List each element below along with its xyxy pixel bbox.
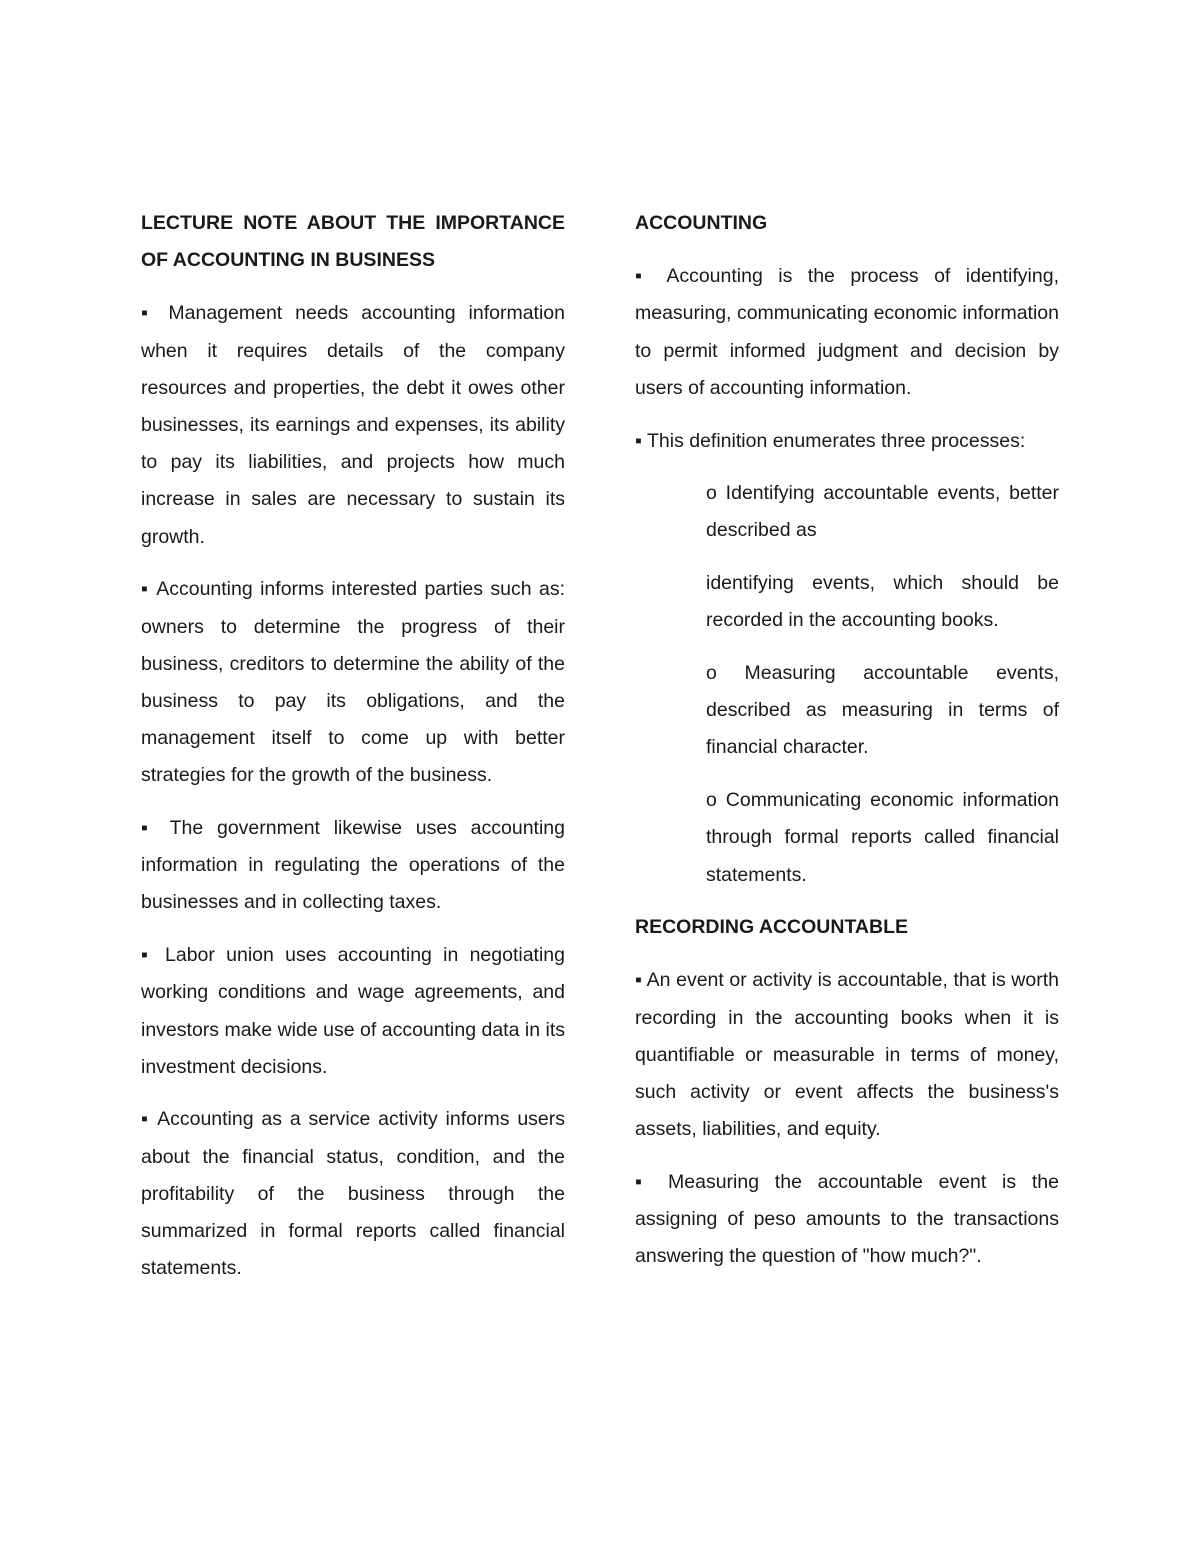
paragraph-three-processes: ▪ This definition enumerates three processes: bbox=[635, 429, 1026, 452]
left-column bbox=[141, 205, 565, 1303]
recording-heading: RECORDING ACCOUNTABLE bbox=[635, 916, 908, 939]
paragraph-government: ▪ The government likewise uses accounting information in regulating the operations of the businesses and in collecting taxes. bbox=[141, 817, 565, 914]
accounting-heading: ACCOUNTING bbox=[635, 212, 768, 234]
sub-item-communicating: o Communicating economic information through formal reports called financial statements. bbox=[706, 789, 1059, 886]
sub-item-identifying: o Identifying accountable events, better described as bbox=[706, 482, 1059, 542]
paragraph-measuring-event: ▪ Measuring the accountable event is the assigning of peso amounts to the transactions answering the question of "how much?". bbox=[635, 1170, 1059, 1268]
sub-item-identifying-continued: identifying events, which should be recorded in the accounting books. bbox=[706, 572, 1059, 632]
paragraph-accountable-event: ▪ An event or activity is accountable, that is worth recording in the accounting books when it is quantifiable or measurable in terms of money, such activity or event affects the business's assets, liabilities, and equity. bbox=[635, 969, 1059, 1141]
right-column bbox=[635, 205, 1059, 1291]
sub-item-measuring: o Measuring accountable events, described as measuring in terms of financial character. bbox=[706, 662, 1059, 759]
lecture-title: LECTURE NOTE ABOUT THE IMPORTANCE OF ACCOUNTING IN BUSINESS bbox=[141, 212, 565, 272]
paragraph-service-activity: ▪ Accounting as a service activity informs users about the financial status, condition, and the profitability of the business through the summarized in formal reports called financial statements. bbox=[141, 1108, 565, 1280]
paragraph-management: ▪ Management needs accounting information when it requires details of the company resources and properties, the debt it owes other businesses, its earnings and expenses, its ability to pay its liabilities, and projects how much increase in sales are necessary to sustain its growth. bbox=[141, 302, 565, 548]
paragraph-interested-parties: ▪ Accounting informs interested parties such as: owners to determine the progress of their business, creditors to determine the ability of the business to pay its obligations, and the management itself to come up with better strategies for the growth of the business. bbox=[141, 578, 565, 787]
paragraph-labor-union: ▪ Labor union uses accounting in negotiating working conditions and wage agreements, and investors make wide use of accounting data in its investment decisions. bbox=[141, 944, 565, 1078]
paragraph-definition: ▪ Accounting is the process of identifying, measuring, communicating economic information to permit informed judgment and decision by users of accounting information. bbox=[635, 265, 1059, 399]
